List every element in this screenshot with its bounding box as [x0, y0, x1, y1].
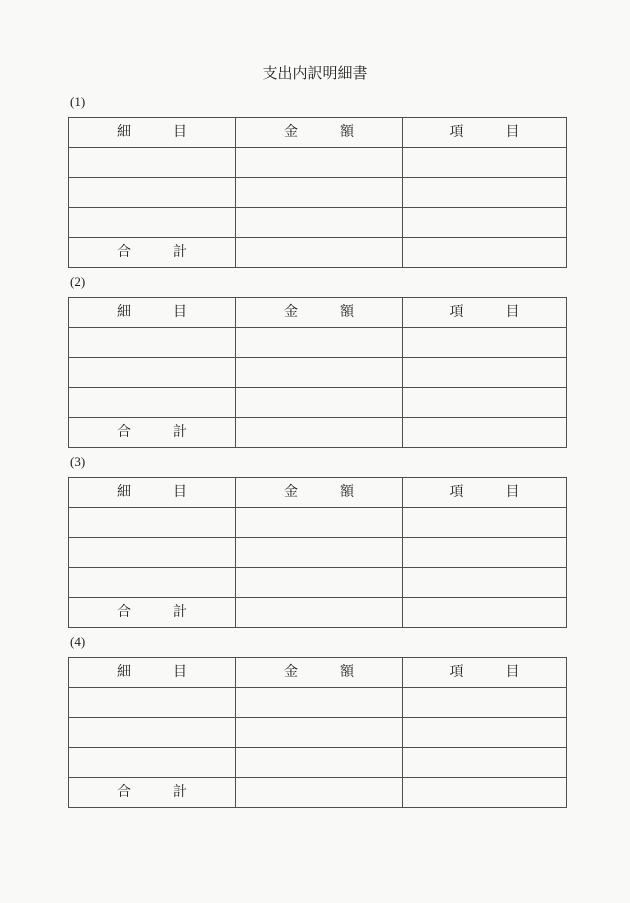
item-cell[interactable] — [403, 208, 567, 238]
detail-cell[interactable] — [69, 328, 236, 358]
column-header-item: 項 目 — [403, 118, 567, 148]
total-item-cell[interactable] — [403, 238, 567, 268]
table-row — [69, 358, 567, 388]
item-cell[interactable] — [403, 568, 567, 598]
column-header-item: 項 目 — [403, 478, 567, 508]
header-row — [69, 298, 567, 328]
section-number-label: (2) — [70, 274, 86, 289]
detail-cell[interactable] — [69, 538, 236, 568]
section-number-label: (4) — [70, 634, 86, 649]
total-row — [69, 418, 567, 448]
table-row — [69, 328, 567, 358]
table-row — [69, 748, 567, 778]
section-number-label: (3) — [70, 454, 86, 469]
table-row — [69, 688, 567, 718]
table-row — [69, 208, 567, 238]
amount-cell[interactable] — [236, 718, 403, 748]
amount-cell[interactable] — [236, 388, 403, 418]
amount-cell[interactable] — [236, 178, 403, 208]
expense-section-3 — [68, 455, 566, 628]
amount-cell[interactable] — [236, 508, 403, 538]
table-row — [69, 148, 567, 178]
amount-cell[interactable] — [236, 208, 403, 238]
detail-cell[interactable] — [69, 358, 236, 388]
expense-section-4 — [68, 635, 566, 808]
column-header-detail: 細 目 — [69, 478, 236, 508]
amount-cell[interactable] — [236, 358, 403, 388]
expense-section-2 — [68, 275, 566, 448]
detail-cell[interactable] — [69, 508, 236, 538]
section-number-label: (1) — [70, 94, 86, 109]
header-row — [69, 658, 567, 688]
total-amount-cell[interactable] — [236, 418, 403, 448]
column-header-detail: 細 目 — [69, 658, 236, 688]
amount-cell[interactable] — [236, 688, 403, 718]
table-row — [69, 568, 567, 598]
total-item-cell[interactable] — [403, 418, 567, 448]
detail-cell[interactable] — [69, 388, 236, 418]
total-row — [69, 598, 567, 628]
item-cell[interactable] — [403, 688, 567, 718]
column-header-detail: 細 目 — [69, 118, 236, 148]
detail-cell[interactable] — [69, 718, 236, 748]
item-cell[interactable] — [403, 148, 567, 178]
total-label-cell: 合 計 — [69, 418, 236, 448]
header-row — [69, 118, 567, 148]
amount-cell[interactable] — [236, 328, 403, 358]
amount-cell[interactable] — [236, 568, 403, 598]
table-row — [69, 178, 567, 208]
item-cell[interactable] — [403, 388, 567, 418]
column-header-amount: 金 額 — [236, 298, 403, 328]
detail-cell[interactable] — [69, 208, 236, 238]
column-header-item: 項 目 — [403, 658, 567, 688]
item-cell[interactable] — [403, 508, 567, 538]
column-header-item: 項 目 — [403, 298, 567, 328]
total-label-cell: 合 計 — [69, 778, 236, 808]
expense-table-2 — [68, 297, 567, 448]
total-label-cell: 合 計 — [69, 598, 236, 628]
detail-cell[interactable] — [69, 688, 236, 718]
table-row — [69, 388, 567, 418]
item-cell[interactable] — [403, 328, 567, 358]
item-cell[interactable] — [403, 178, 567, 208]
expense-section-1 — [68, 95, 566, 268]
total-row — [69, 778, 567, 808]
total-label-cell: 合 計 — [69, 238, 236, 268]
amount-cell[interactable] — [236, 748, 403, 778]
detail-cell[interactable] — [69, 178, 236, 208]
total-item-cell[interactable] — [403, 778, 567, 808]
expense-table-4 — [68, 657, 567, 808]
detail-cell[interactable] — [69, 568, 236, 598]
table-row — [69, 538, 567, 568]
total-row — [69, 238, 567, 268]
expense-table-1 — [68, 117, 567, 268]
item-cell[interactable] — [403, 538, 567, 568]
table-row — [69, 508, 567, 538]
page-title: 支出内訳明細書 — [262, 66, 368, 82]
total-amount-cell[interactable] — [236, 598, 403, 628]
detail-cell[interactable] — [69, 148, 236, 178]
item-cell[interactable] — [403, 748, 567, 778]
column-header-amount: 金 額 — [236, 478, 403, 508]
detail-cell[interactable] — [69, 748, 236, 778]
item-cell[interactable] — [403, 358, 567, 388]
total-item-cell[interactable] — [403, 598, 567, 628]
column-header-detail: 細 目 — [69, 298, 236, 328]
amount-cell[interactable] — [236, 538, 403, 568]
column-header-amount: 金 額 — [236, 118, 403, 148]
total-amount-cell[interactable] — [236, 238, 403, 268]
header-row — [69, 478, 567, 508]
total-amount-cell[interactable] — [236, 778, 403, 808]
item-cell[interactable] — [403, 718, 567, 748]
amount-cell[interactable] — [236, 148, 403, 178]
expense-table-3 — [68, 477, 567, 628]
table-row — [69, 718, 567, 748]
column-header-amount: 金 額 — [236, 658, 403, 688]
